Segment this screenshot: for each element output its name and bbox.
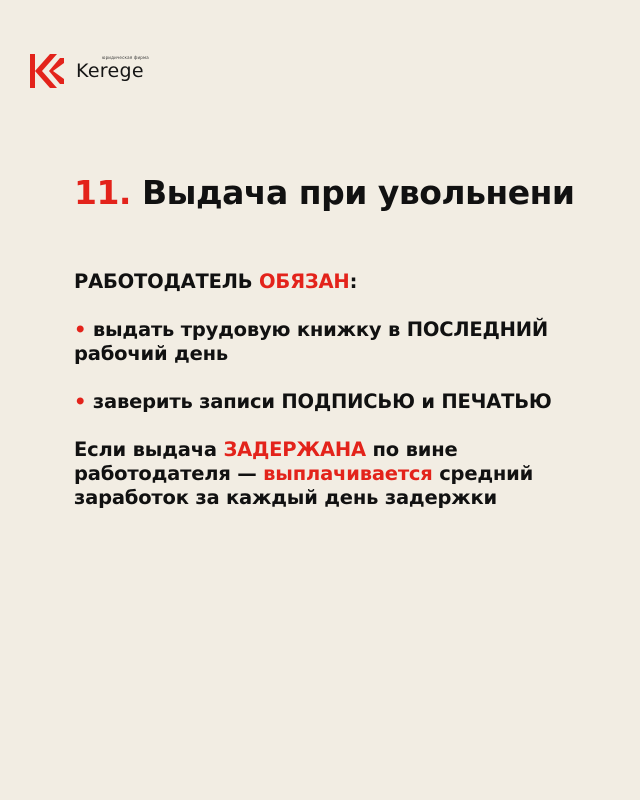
bullet-text: выдать трудовую книжку в ПОСЛЕДНИЙ рабочий день bbox=[74, 318, 548, 365]
delay-note-part2: по вине работодателя — bbox=[74, 438, 458, 485]
title-number: 11. bbox=[74, 173, 131, 212]
brand-logo bbox=[30, 54, 149, 88]
delay-note-part3: средний заработок за каждый день задержки bbox=[74, 462, 534, 509]
bullet-icon: • bbox=[74, 318, 87, 341]
kerege-chevron-logo-icon bbox=[30, 54, 64, 88]
delay-note-part1: Если выдача bbox=[74, 438, 224, 461]
content bbox=[74, 270, 594, 510]
title-text: Выдача при увольнени bbox=[141, 173, 575, 212]
delay-note-highlight1: ЗАДЕРЖАНА bbox=[223, 438, 366, 461]
delay-note bbox=[74, 438, 594, 510]
page-title bbox=[74, 175, 575, 211]
brand-tagline: юридическая фирма bbox=[102, 54, 149, 60]
brand-name: Kerege bbox=[76, 59, 144, 82]
bullet-icon: • bbox=[74, 390, 87, 413]
obligation-highlight: ОБЯЗАН bbox=[259, 270, 350, 293]
delay-note-highlight2: выплачивается bbox=[263, 462, 433, 485]
bullet-text: заверить записи ПОДПИСЬЮ и ПЕЧАТЬЮ bbox=[92, 390, 552, 413]
bullet-item bbox=[74, 390, 594, 414]
obligation-suffix: : bbox=[349, 270, 358, 293]
obligation-line bbox=[74, 270, 594, 294]
bullet-item bbox=[74, 318, 594, 366]
brand-text bbox=[76, 54, 149, 82]
obligation-prefix: РАБОТОДАТЕЛЬ bbox=[74, 270, 260, 293]
